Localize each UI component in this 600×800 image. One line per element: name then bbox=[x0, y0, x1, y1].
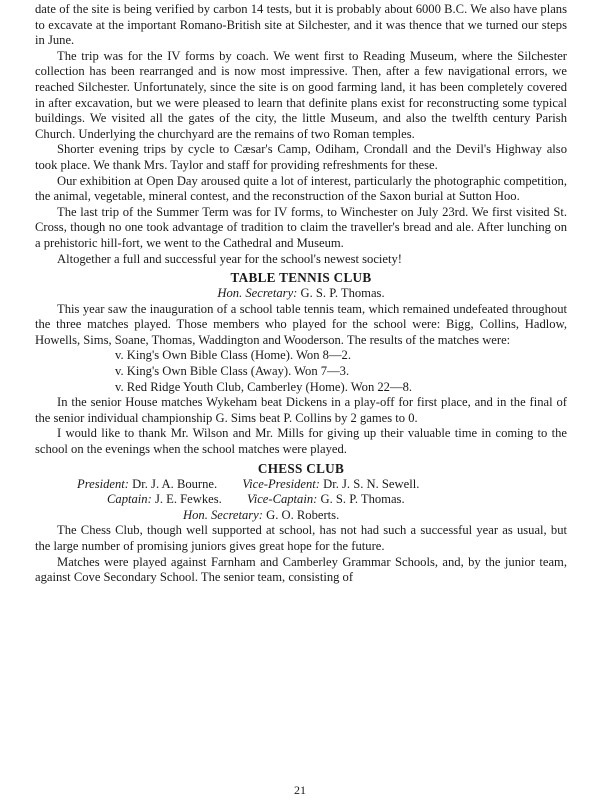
table-tennis-paragraph-1: This year saw the inauguration of a school table tennis team, which remained undefeated throughout the three matches played. Those members who played for the school were: Bigg, Collins, Hadlow, Howells, Sims, Soane, Thomas, Waddington and Wooderson. The results of the matches were: bbox=[35, 301, 567, 347]
chess-secretary-name: G. O. Roberts. bbox=[266, 507, 340, 522]
chess-secretary-label: Hon. Secretary: bbox=[183, 507, 263, 522]
match-result-item: v. Red Ridge Youth Club, Camberley (Home). Won 22—8. bbox=[115, 379, 413, 394]
intro-paragraph-2: The trip was for the IV forms by coach. We went first to Reading Museum, where the Silchester collection has been rearranged and is now most impressive. Then, after a few navigational errors, we reached Silchester. Unfortunately, since the site is on good farming land, it has been completely covered in after excavation, but we were pleased to learn that definite plans exist for reconstructing some typical buildings. We visited all the gates of the city, the little Museum, and also the twelfth century Parish Church. Underlying the churchyard are the remains of two Roman temples. bbox=[35, 48, 567, 141]
president-label: President: bbox=[77, 476, 129, 491]
intro-paragraph-1: date of the site is being verified by carbon 14 tests, but it is probably about 6000 B.C. We also have plans to excavate at the important Romano-British site at Silchester, and it was thence that we turned our steps in June. bbox=[35, 2, 567, 48]
page-number: 21 bbox=[294, 783, 306, 797]
chess-officers-row-2 bbox=[35, 492, 567, 508]
intro-paragraph-5: The last trip of the Summer Term was for IV forms, to Winchester on July 23rd. We first visited St. Cross, though no one took advantage of tradition to claim the traveller's bread and ale. After lunching on a prehistoric hill-fort, we went to the Cathedral and Museum. bbox=[35, 204, 567, 250]
table-tennis-secretary-name: G. S. P. Thomas. bbox=[300, 286, 385, 301]
document-page bbox=[35, 2, 567, 586]
chess-paragraph-2: Matches were played against Farnham and Camberley Grammar Schools, and, by the junior team, against Cove Secondary School. The senior team, consisting of bbox=[35, 554, 567, 585]
chess-paragraph-1: The Chess Club, though well supported at school, has not had such a successful year as usual, but the large number of promising juniors gives great hope for the future. bbox=[35, 523, 567, 553]
intro-paragraph-6: Altogether a full and successful year for the school's newest society! bbox=[57, 251, 402, 266]
captain-name: J. E. Fewkes. bbox=[154, 492, 222, 507]
vice-president-name: Dr. J. S. N. Sewell. bbox=[323, 476, 420, 491]
chess-officers-row-1 bbox=[35, 477, 567, 493]
president-name: Dr. J. A. Bourne. bbox=[132, 476, 218, 491]
vice-captain-label: Vice-Captain: bbox=[246, 492, 318, 507]
vice-captain-name: G. S. P. Thomas. bbox=[320, 492, 405, 507]
chess-officers-list bbox=[35, 477, 567, 524]
table-tennis-secretary-label: Hon. Secretary: bbox=[217, 286, 298, 301]
table-tennis-paragraph-3: I would like to thank Mr. Wilson and Mr. Mills for giving up their valuable time in coming to the school on the evenings when the school matches were played. bbox=[35, 426, 567, 457]
captain-label: Captain: bbox=[107, 492, 152, 507]
vice-president-label: Vice-President: bbox=[242, 476, 320, 491]
match-results-list bbox=[115, 348, 567, 395]
intro-paragraph-4: Our exhibition at Open Day aroused quite a lot of interest, particularly the photographic competition, the animal, vegetable, mineral contest, and the reconstruction of the Saxon burial at Sutton Hoo. bbox=[35, 173, 567, 204]
match-result-item: v. King's Own Bible Class (Home). Won 8—2. bbox=[115, 348, 351, 363]
intro-paragraph-3: Shorter evening trips by cycle to Cæsar's Camp, Odiham, Crondall and the Devil's Highway also took place. We thank Mrs. Taylor and staff for providing refreshments for these. bbox=[35, 142, 567, 172]
chess-officers-row-3 bbox=[35, 508, 567, 524]
chess-heading: CHESS CLUB bbox=[257, 460, 345, 476]
table-tennis-secretary bbox=[35, 286, 567, 302]
table-tennis-paragraph-2: In the senior House matches Wykeham beat Dickens in a play-off for first place, and in the final of the senior individual championship G. Sims beat P. Collins by 2 games to 0. bbox=[35, 395, 567, 425]
match-result-item: v. King's Own Bible Class (Away). Won 7—3. bbox=[115, 364, 350, 379]
table-tennis-heading: TABLE TENNIS CLUB bbox=[230, 270, 372, 286]
